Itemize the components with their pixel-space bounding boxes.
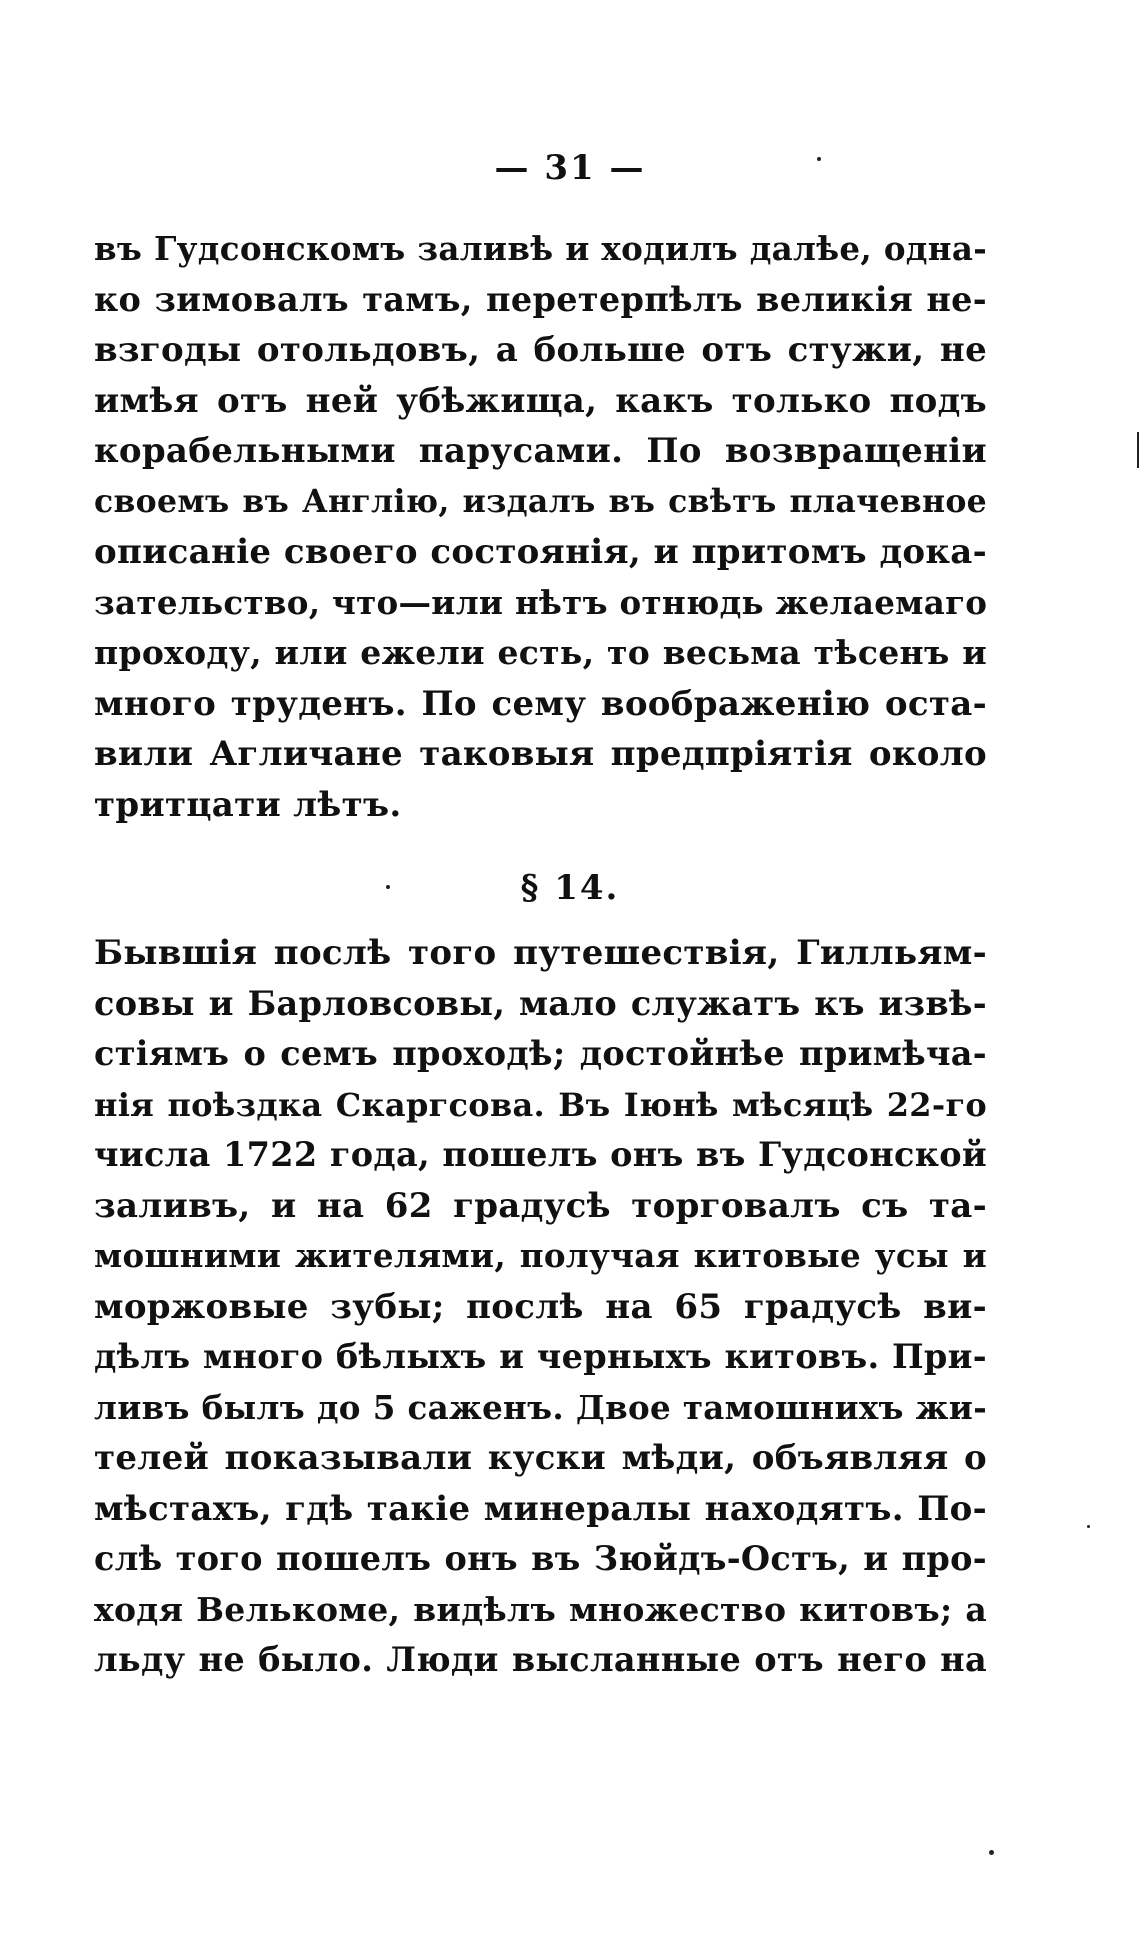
text-line: телей показывали куски мѣди, объявляя о — [94, 1438, 987, 1478]
paragraph-1 — [94, 224, 987, 830]
text-line: стіямъ о семъ проходѣ; достойнѣе примѣча- — [94, 1034, 987, 1073]
text-line: мошними жителями, получая китовые усы и — [94, 1236, 987, 1275]
text-line: тритцати лѣтъ. — [94, 784, 402, 825]
text-line: ко зимовалъ тамъ, перетерпѣлъ великія не- — [94, 279, 987, 319]
paragraph-2 — [94, 928, 987, 1686]
scan-speck — [1137, 432, 1139, 468]
text-line: взгоды отольдовъ, а больше отъ стужи, не — [94, 330, 987, 370]
text-line: совы и Барловсовы, мало служатъ къ извѣ- — [94, 983, 987, 1023]
text-line: вили Агличане таковыя предпріятія около — [94, 734, 987, 774]
page-number: — 31 — — [494, 148, 646, 188]
text-line: имѣя отъ ней убѣжища, какъ только подъ — [94, 380, 987, 421]
scan-speck — [1087, 1525, 1090, 1528]
text-line: Бывшія послѣ того путешествія, Гилльям- — [94, 933, 987, 973]
section-heading: § 14. — [520, 868, 620, 908]
scan-speck — [989, 1850, 994, 1855]
text-line: корабельными парусами. По возвращеніи — [94, 431, 987, 471]
text-line: своемъ въ Англію, издалъ въ свѣтъ плачевное — [94, 482, 987, 520]
text-line: нія поѣздка Скаргсова. Въ Іюнѣ мѣсяцѣ 22-го — [94, 1085, 987, 1124]
text-line: моржовые зубы; послѣ на 65 градусѣ ви- — [94, 1286, 987, 1327]
text-line: зательство, что—или нѣтъ отнюдь желаемаго — [94, 582, 988, 622]
text-line: мѣстахъ, гдѣ такіе минералы находятъ. По- — [94, 1488, 987, 1529]
text-line: ливъ былъ до 5 саженъ. Двое тамошнихъ жи- — [94, 1387, 987, 1427]
text-line: заливъ, и на 62 градусѣ торговалъ съ та- — [94, 1185, 987, 1226]
text-line: проходу, или ежели есть, то весьма тѣсенъ и — [94, 633, 987, 672]
text-line: описаніе своего состоянія, и притомъ дока- — [94, 532, 987, 572]
text-line: слѣ того пошелъ онъ въ Зюйдъ-Остъ, и про- — [94, 1539, 987, 1578]
scan-speck — [386, 885, 390, 889]
text-line: много труденъ. По сему воображенію оста- — [94, 683, 987, 724]
text-line: льду не было. Люди высланные отъ него на — [94, 1640, 987, 1679]
scan-speck — [817, 157, 821, 161]
text-line: дѣлъ много бѣлыхъ и черныхъ китовъ. При- — [94, 1337, 987, 1376]
text-line: числа 1722 года, пошелъ онъ въ Гудсонской — [94, 1135, 987, 1174]
text-line: ходя Велькоме, видѣлъ множество китовъ; а — [94, 1589, 987, 1629]
text-line: въ Гудсонскомъ заливѣ и ходилъ далѣе, одна- — [94, 229, 987, 268]
